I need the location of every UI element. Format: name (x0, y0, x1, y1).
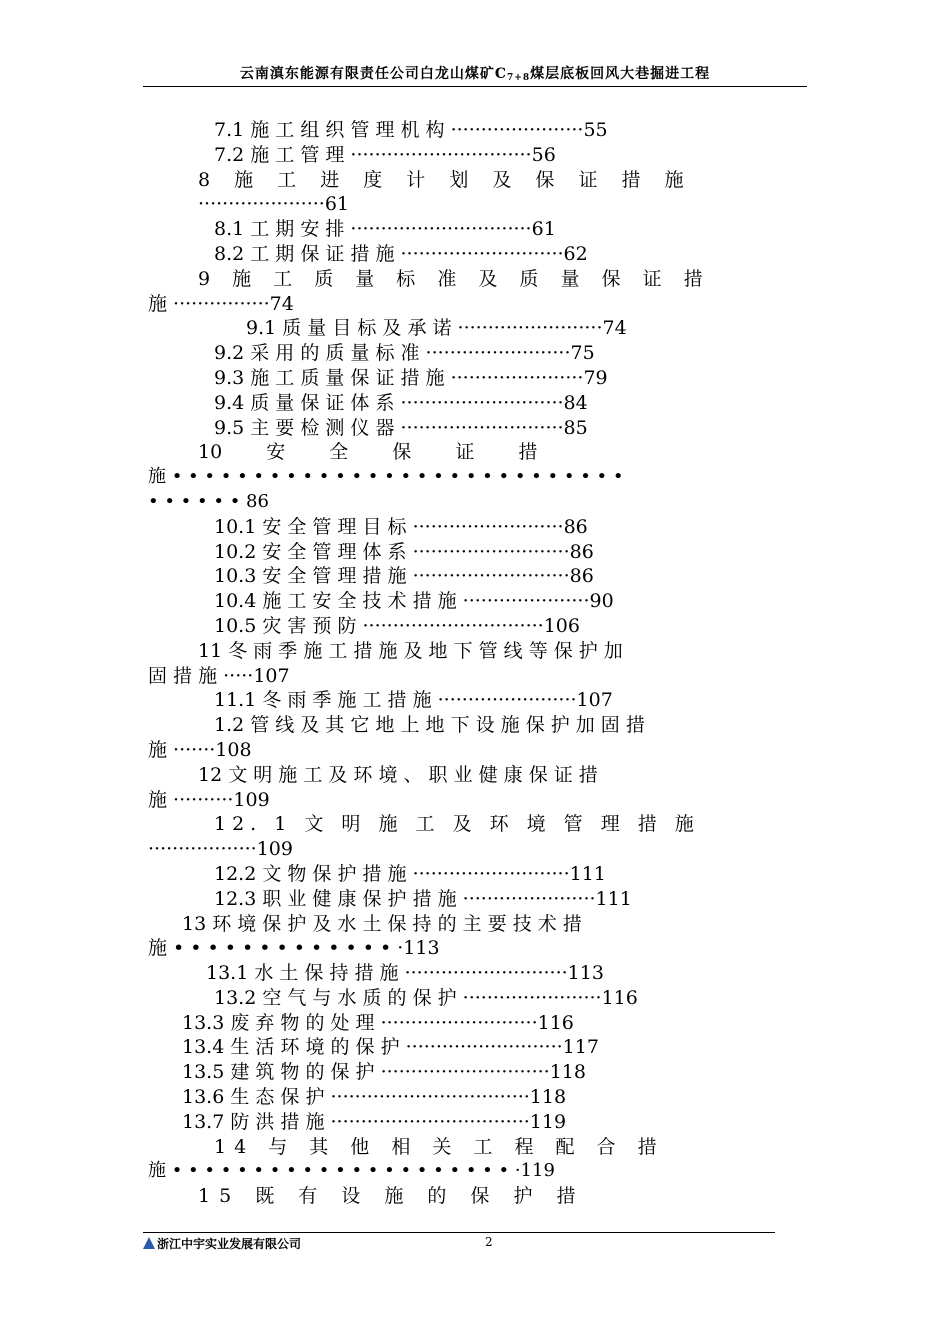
toc-entry[interactable]: 8 施 工 进 度 计 划 及 保 证 措 施 (198, 168, 693, 191)
toc-entry[interactable]: 12. 1 文 明 施 工 及 环 境 管 理 措 施 (214, 813, 700, 836)
toc-entry-continued[interactable]: 固 措 施 ·····107 (148, 664, 290, 687)
company-logo-icon (143, 1237, 155, 1249)
toc-entry-continued[interactable]: 施 • • • • • • • • • • • • • • • • • • • • • • • • • • • • (148, 466, 624, 488)
toc-entry[interactable]: 15 既 有 设 施 的 保 护 措 (198, 1185, 585, 1208)
toc-entry[interactable]: 1.2 管 线 及 其 它 地 上 地 下 设 施 保 护 加 固 措 (214, 714, 645, 737)
header-title-suffix: 煤层底板回风大巷掘进工程 (530, 66, 711, 82)
toc-entry[interactable]: 13.1 水 土 保 持 措 施 ···························113 (206, 962, 604, 985)
page-footer (143, 1232, 775, 1253)
toc-entry[interactable]: 7.1 施 工 组 织 管 理 机 构 ······················55 (214, 119, 608, 141)
toc-entry[interactable]: 9.2 采 用 的 质 量 标 准 ························75 (214, 342, 595, 365)
toc-entry[interactable]: 13 环 境 保 护 及 水 土 保 持 的 主 要 技 术 措 (182, 912, 582, 935)
toc-entry[interactable]: 13.7 防 洪 措 施 ·································119 (182, 1110, 567, 1133)
toc-entry-continued[interactable]: 施 ················74 (148, 292, 294, 315)
toc-entry[interactable]: 13.5 建 筑 物 的 保 护 ····························118 (182, 1061, 586, 1084)
toc-entry-continued[interactable]: 施 • • • • • • • • • • • • • • • • • • • • • ·119 (148, 1160, 555, 1182)
toc-entry-continued[interactable]: 施 ·······108 (148, 738, 252, 761)
toc-entry-continued[interactable]: ··················109 (148, 838, 293, 861)
toc-entry[interactable]: 7.2 施 工 管 理 ······························56 (214, 143, 556, 166)
toc-entry[interactable]: 9 施 工 质 量 标 准 及 质 量 保 证 措 (198, 267, 711, 290)
toc-entry[interactable]: 9.3 施 工 质 量 保 证 措 施 ······················79 (214, 366, 608, 389)
toc-entry[interactable]: 11.1 冬 雨 季 施 工 措 施 ·······················107 (214, 689, 613, 712)
toc-entry[interactable]: 10.3 安 全 管 理 措 施 ··························86 (214, 565, 594, 588)
toc-entry[interactable]: 13.6 生 态 保 护 ·································118 (182, 1086, 567, 1109)
toc-entry[interactable]: 10.2 安 全 管 理 体 系 ··························86 (214, 540, 594, 563)
toc-entry[interactable]: 10.4 施 工 安 全 技 术 措 施 ·····················90 (214, 590, 614, 613)
toc-entry[interactable]: 12.3 职 业 健 康 保 护 措 施 ······················111 (214, 887, 632, 910)
toc-entry[interactable]: 8.1 工 期 安 排 ······························61 (214, 218, 556, 241)
footer-company-name: 浙江中宇实业发展有限公司 (157, 1237, 302, 1251)
toc-entry[interactable]: 14 与 其 他 相 关 工 程 配 合 措 (214, 1135, 665, 1158)
footer-company (143, 1235, 301, 1252)
toc-entry[interactable]: 12.2 文 物 保 护 措 施 ··························111 (214, 862, 606, 885)
toc-entry[interactable]: 9.4 质 量 保 证 体 系 ···························84 (214, 391, 588, 414)
toc-entry[interactable]: 10.5 灾 害 预 防 ······························106 (214, 614, 580, 637)
toc-entry[interactable]: 13.3 废 弃 物 的 处 理 ··························116 (182, 1011, 574, 1034)
toc-entry[interactable]: 8.2 工 期 保 证 措 施 ···························62 (214, 242, 588, 265)
page-header (143, 62, 807, 87)
toc-entry-continued[interactable]: 施 ··········109 (148, 788, 270, 811)
page-number: 2 (485, 1235, 493, 1249)
header-title: 云南滇东能源有限责任公司白龙山煤矿C (239, 66, 508, 82)
toc-entry-continued[interactable]: • • • • • • 86 (148, 490, 269, 512)
toc-entry[interactable]: 10.1 安 全 管 理 目 标 ·························86 (214, 515, 588, 538)
toc-entry[interactable]: 13.4 生 活 环 境 的 保 护 ··························117 (182, 1036, 599, 1059)
toc-entry-continued[interactable]: 施 • • • • • • • • • • • • • ·113 (148, 937, 440, 960)
toc-entry[interactable]: 9.5 主 要 检 测 仪 器 ···························85 (214, 416, 588, 439)
toc-entry-continued[interactable]: ·····················61 (198, 193, 350, 216)
table-of-contents (148, 118, 792, 1209)
toc-entry[interactable]: 12 文 明 施 工 及 环 境 、 职 业 健 康 保 证 措 (198, 763, 598, 786)
header-title-subscript: 7+8 (507, 73, 531, 83)
toc-entry[interactable]: 11 冬 雨 季 施 工 措 施 及 地 下 管 线 等 保 护 加 (198, 639, 623, 662)
toc-entry[interactable]: 13.2 空 气 与 水 质 的 保 护 ·······················116 (214, 986, 638, 1009)
toc-entry[interactable]: 9.1 质 量 目 标 及 承 诺 ························74 (246, 317, 627, 340)
toc-entry[interactable]: 10 安 全 保 证 措 (198, 441, 538, 464)
